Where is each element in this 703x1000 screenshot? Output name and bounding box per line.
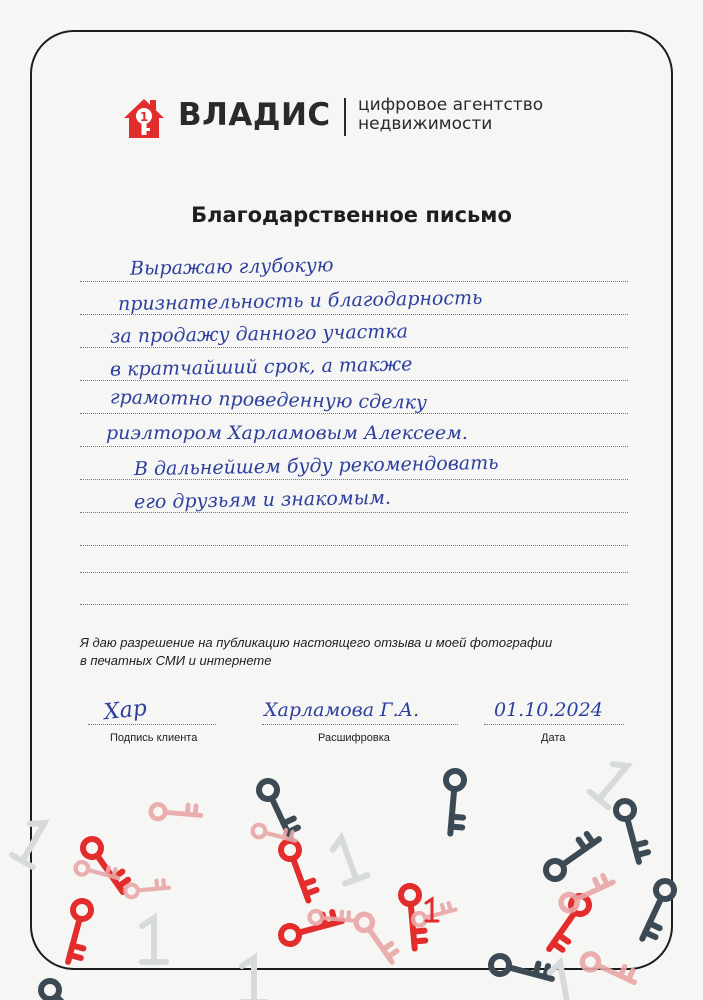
rule-line — [80, 380, 628, 381]
key-icon — [278, 895, 344, 962]
handwritten-line-1: Выражаю глубокую — [129, 254, 334, 280]
handwritten-line-3: за продажу данного участка — [109, 320, 409, 348]
rule-line — [80, 413, 628, 414]
handwritten-line-6: риэлтором Харламовым Алексеем. — [106, 422, 468, 444]
handwritten-line-4: в кратчайший срок, а также — [109, 353, 413, 381]
key-icon — [545, 828, 600, 885]
date-label: Дата — [541, 732, 566, 744]
decipher-label: Расшифровка — [318, 732, 390, 744]
logo-digit: 1 — [139, 110, 149, 124]
brand-name: ВЛАДИС — [178, 97, 331, 133]
handwritten-line-2: признательность и благодарность — [117, 286, 483, 316]
handwritten-line-7: В дальнейшем буду рекомендовать — [133, 451, 499, 481]
key-icon — [41, 981, 91, 1000]
client-signature-label: Подпись клиента — [110, 732, 198, 744]
brand-tagline-line2: недвижимости — [358, 114, 493, 134]
rule-line — [80, 281, 628, 282]
key-icon — [266, 838, 331, 902]
rule-line — [80, 446, 628, 447]
key-icon — [541, 895, 596, 952]
numeral-one-mark — [330, 834, 368, 884]
rule-line — [80, 545, 628, 546]
numeral-one-mark — [142, 918, 166, 962]
decipher-value: Харламова Г.А. — [264, 699, 420, 721]
decorative-keys-pattern — [0, 740, 703, 1000]
handwritten-line-8: его друзьям и знакомым. — [133, 486, 392, 514]
rule-line — [80, 604, 628, 605]
date-value: 01.10.2024 — [494, 699, 603, 721]
numeral-one-mark — [242, 958, 266, 1000]
key-icon — [45, 898, 111, 965]
rule-line — [80, 347, 628, 348]
numeral-one-mark — [12, 817, 55, 867]
key-icon — [626, 878, 687, 941]
handwritten-line-5: грамотно проведенную сделку — [109, 386, 428, 414]
key-icon — [123, 865, 171, 913]
client-signature: Хар — [102, 695, 149, 726]
key-icon — [307, 894, 355, 942]
consent-text — [80, 634, 552, 670]
key-icon — [420, 767, 488, 836]
key-icon — [488, 937, 555, 1000]
key-icon — [148, 785, 203, 840]
key-icon — [247, 778, 310, 839]
key-icon — [580, 942, 637, 997]
key-icon — [350, 913, 402, 962]
decipher-line — [262, 724, 458, 725]
letter-title: Благодарственное письмо — [191, 203, 512, 227]
rule-line — [80, 572, 628, 573]
date-line — [484, 724, 624, 725]
consent-line2: в печатных СМИ и интернете — [80, 653, 272, 668]
consent-line1: Я даю разрешение на публикацию настоящего отзыва и моей фотографии — [80, 635, 553, 650]
brand-tagline-line1: цифровое агентство — [358, 95, 544, 115]
